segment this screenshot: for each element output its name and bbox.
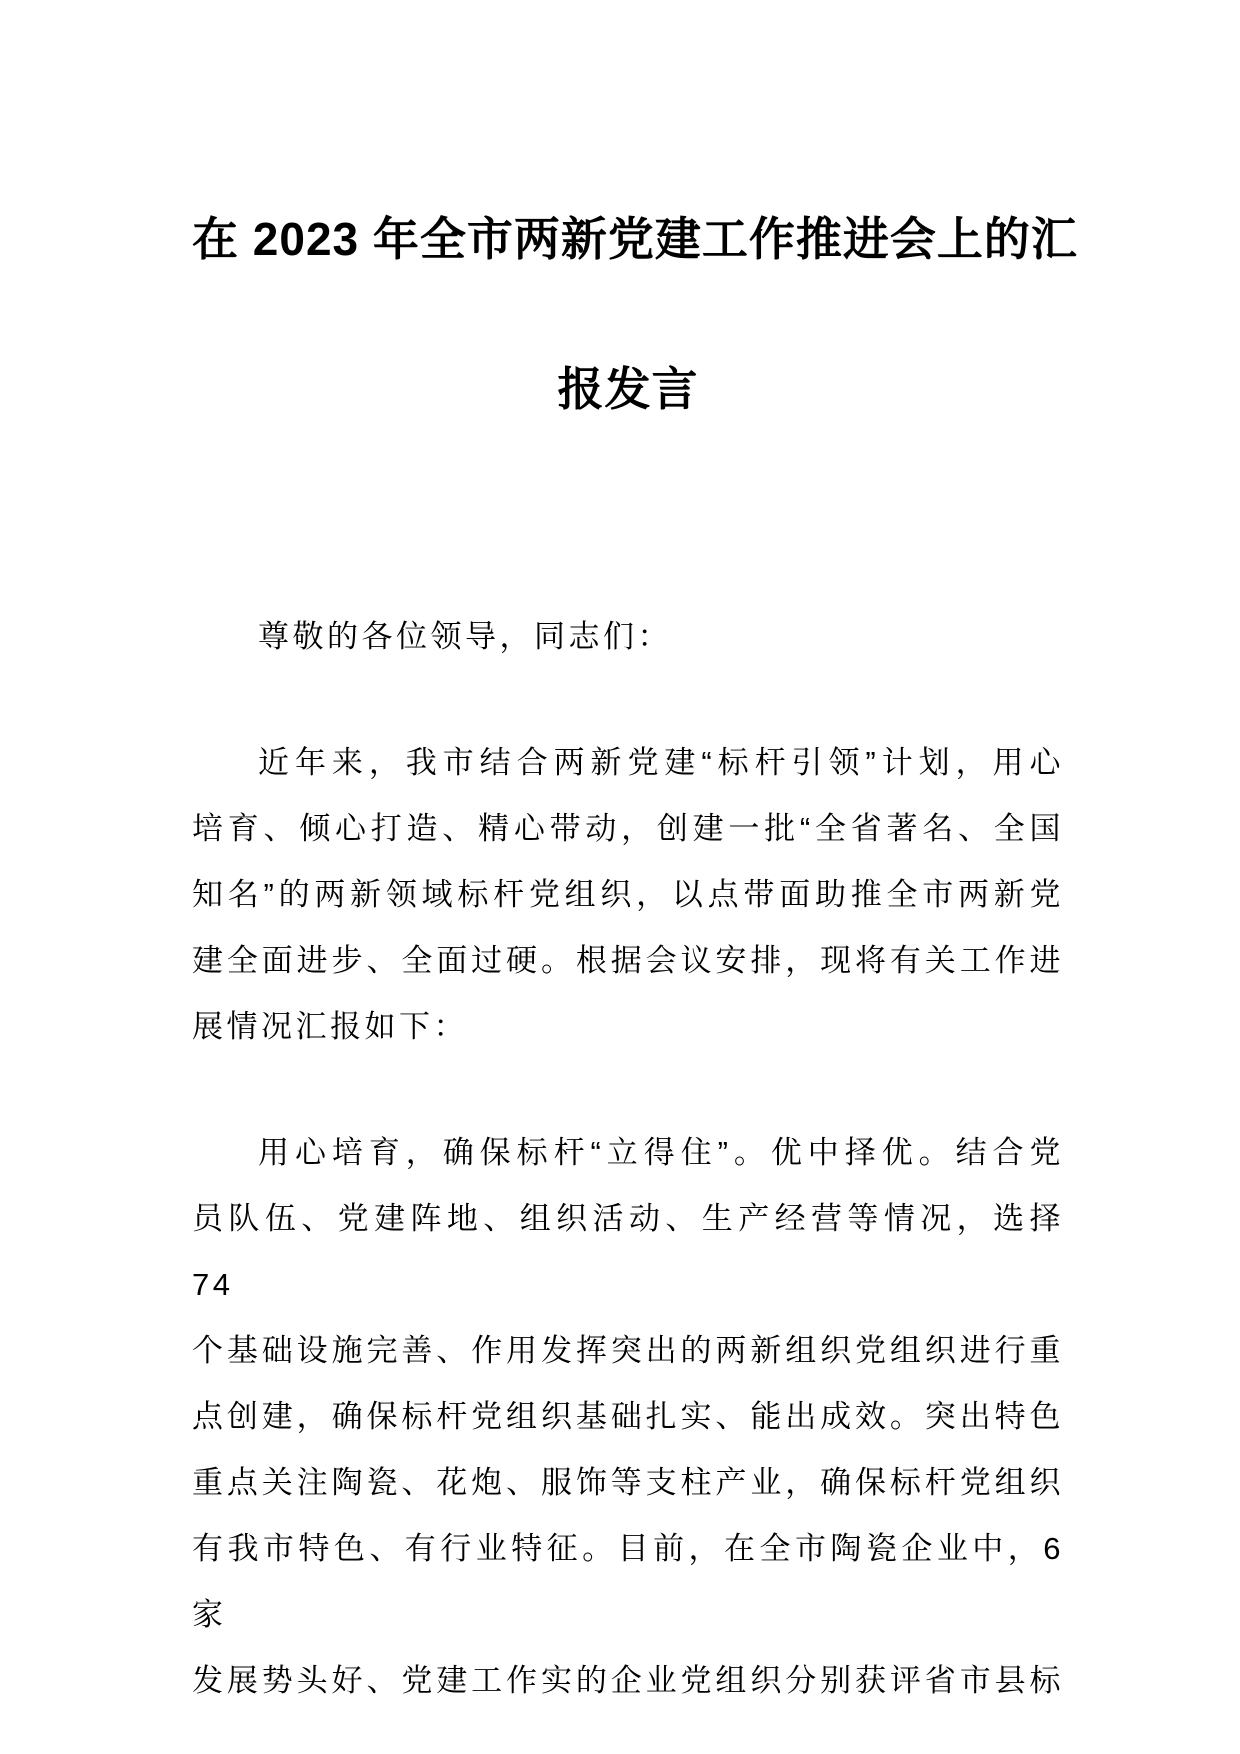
text-line: 展情况汇报如下： [192, 1009, 468, 1044]
paragraph-body-section [192, 1120, 1064, 1714]
text-line: 有我市特色、有行业特征。目前，在全市陶瓷企业中，6 家 [192, 1531, 1064, 1632]
text-line: 发展势头好、党建工作实的企业党组织分别获评省市县标 [192, 1663, 1064, 1698]
text-line: 尊敬的各位领导，同志们： [258, 619, 672, 654]
text-line: 建全面进步、全面过硬。根据会议安排，现将有关工作进 [192, 943, 1064, 978]
text-line: 知名”的两新领域标杆党组织，以点带面助推全市两新党 [192, 877, 1064, 912]
text-line: 培育、倾心打造、精心带动，创建一批“全省著名、全国 [192, 811, 1064, 846]
doc-title [0, 164, 1240, 464]
text-line: 点创建，确保标杆党组织基础扎实、能出成效。突出特色 [192, 1399, 1064, 1434]
doc-title-line-2: 报发言 [557, 363, 699, 415]
doc-title-line-1: 在 2023 年全市两新党建工作推进会上的汇 [192, 213, 1078, 265]
paragraph-intro [192, 730, 1064, 1060]
text-line: 近年来，我市结合两新党建“标杆引领”计划，用心 [258, 745, 1064, 780]
text-line: 用心培育，确保标杆“立得住”。优中择优。结合党 [258, 1135, 1064, 1170]
text-line: 重点关注陶瓷、花炮、服饰等支柱产业，确保标杆党组织 [192, 1465, 1064, 1500]
text-line: 员队伍、党建阵地、组织活动、生产经营等情况，选择 74 [192, 1201, 1064, 1302]
doc-body [0, 604, 1240, 1714]
text-line: 个基础设施完善、作用发挥突出的两新组织党组织进行重 [192, 1333, 1064, 1368]
paragraph-salutation [192, 604, 1064, 670]
